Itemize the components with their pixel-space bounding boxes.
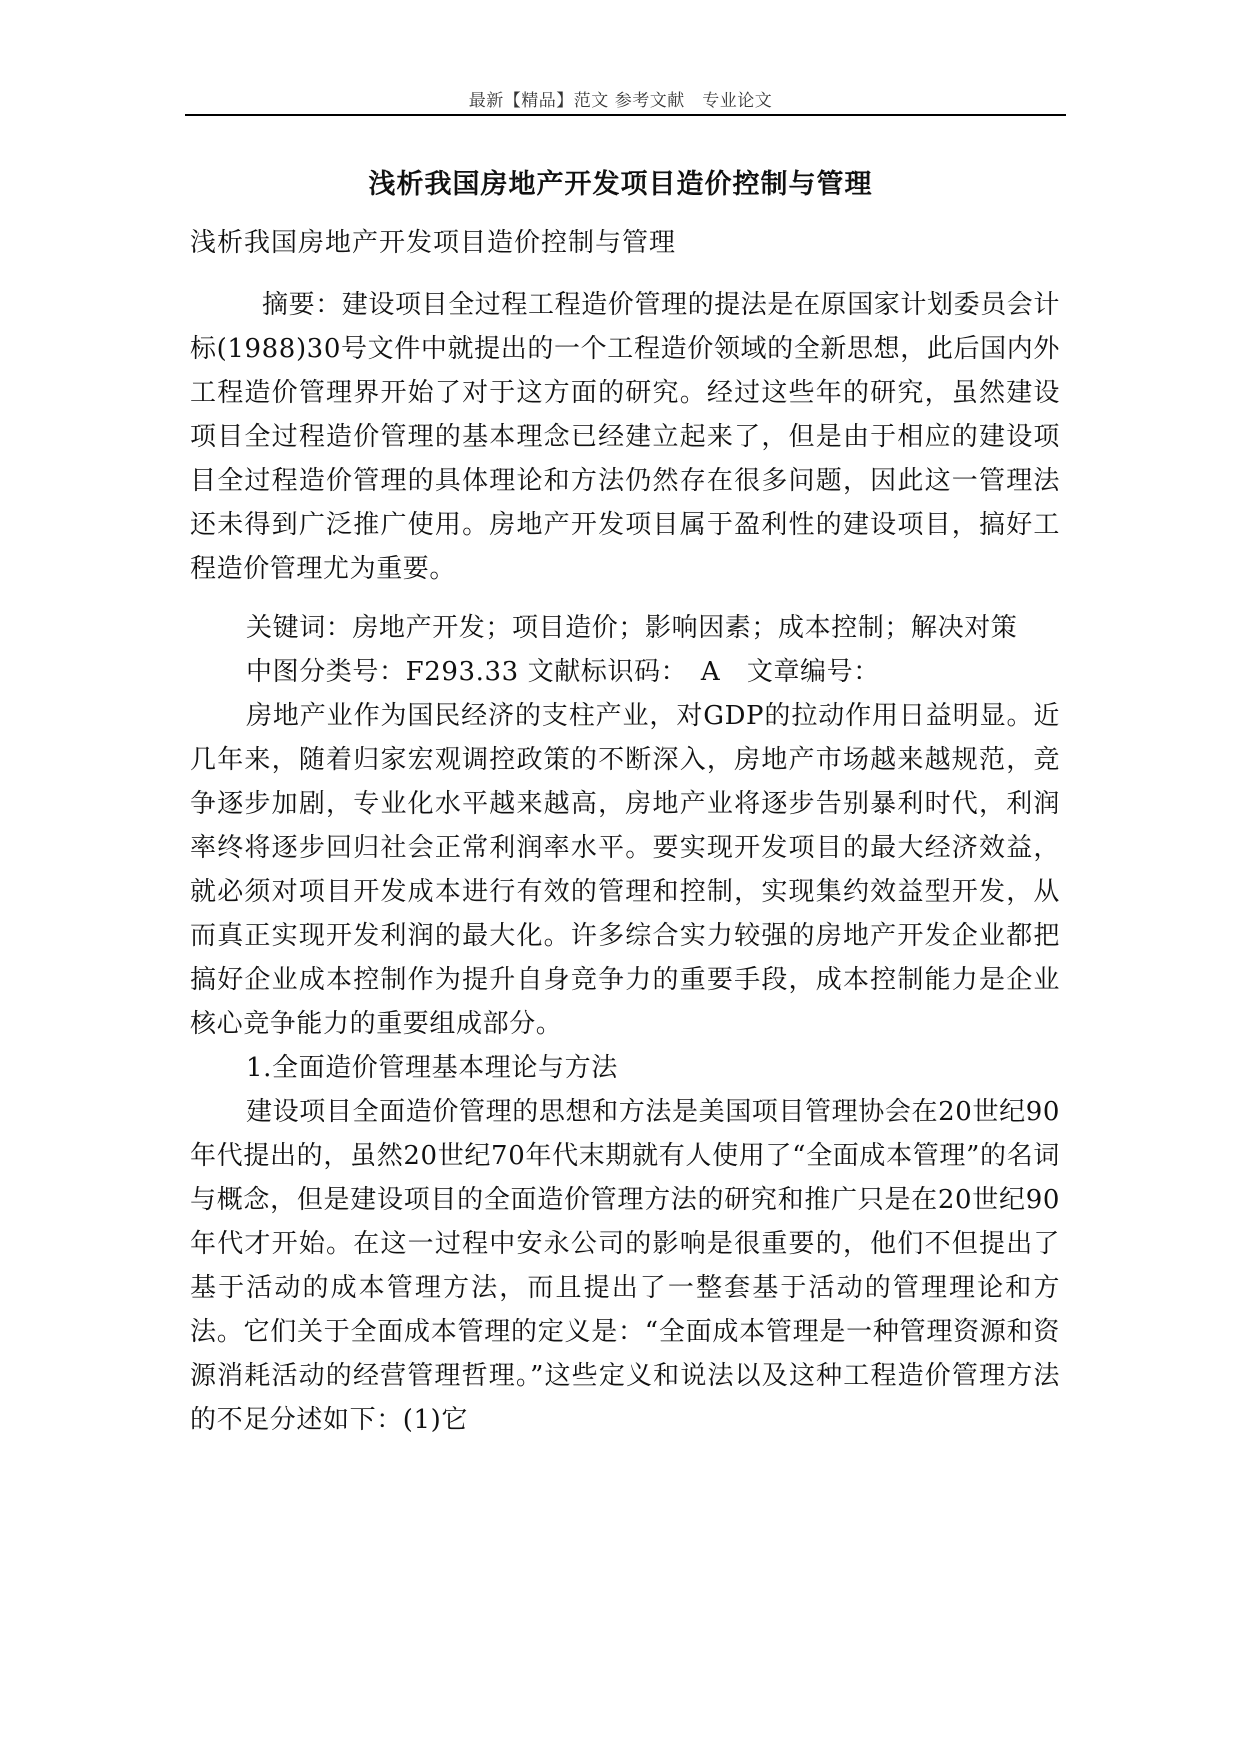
classification-line: 中图分类号：F293.33 文献标识码： A 文章编号： [246, 657, 880, 687]
abstract-block [190, 283, 1060, 591]
document-subtitle: 浅析我国房地产开发项目造价控制与管理 [190, 228, 677, 258]
keywords-block [190, 606, 1060, 1442]
abstract-paragraph: 摘要：建设项目全过程工程造价管理的提法是在原国家计划委员会计标(1988)30号文件中就提出的一个工程造价领域的全新思想，此后国内外工程造价管理界开始了对于这方面的研究。经过这些年的研究，虽然建设项目全过程造价管理的基本理念已经建立起来了，但是由于相应的建设项目全过程造价管理的具体理论和方法仍然存在很多问题，因此这一管理法还未得到广泛推广使用。房地产开发项目属于盈利性的建设项目，搞好工程造价管理尤为重要。 [190, 290, 1061, 584]
page-header: 最新【精品】范文 参考文献 专业论文 [468, 91, 773, 111]
keywords-paragraph: 关键词：房地产开发；项目造价；影响因素；成本控制；解决对策 [246, 613, 1018, 643]
section-1-heading: 1.全面造价管理基本理论与方法 [246, 1053, 618, 1083]
intro-paragraph: 房地产业作为国民经济的支柱产业，对GDP的拉动作用日益明显。近几年来，随着归家宏观调控政策的不断深入，房地产市场越来越规范，竞争逐步加剧，专业化水平越来越高，房地产业将逐步告别暴利时代，利润率终将逐步回归社会正常利润率水平。要实现开发项目的最大经济效益，就必须对项目开发成本进行有效的管理和控制，实现集约效益型开发，从而真正实现开发利润的最大化。许多综合实力较强的房地产开发企业都把搞好企业成本控制作为提升自身竞争力的重要手段，成本控制能力是企业核心竞争能力的重要组成部分。 [190, 701, 1060, 1039]
section-1-paragraph: 建设项目全面造价管理的思想和方法是美国项目管理协会在20世纪90年代提出的，虽然20世纪70年代末期就有人使用了“全面成本管理”的名词与概念，但是建设项目的全面造价管理方法的研究和推广只是在20世纪90年代才开始。在这一过程中安永公司的影响是很重要的，他们不但提出了基于活动的成本管理方法，而且提出了一整套基于活动的管理理论和方法。它们关于全面成本管理的定义是：“全面成本管理是一种管理资源和资源消耗活动的经营管理哲理。”这些定义和说法以及这种工程造价管理方法的不足分述如下：(1)它 [190, 1097, 1060, 1435]
header-divider [185, 114, 1066, 116]
document-title: 浅析我国房地产开发项目造价控制与管理 [368, 169, 873, 200]
